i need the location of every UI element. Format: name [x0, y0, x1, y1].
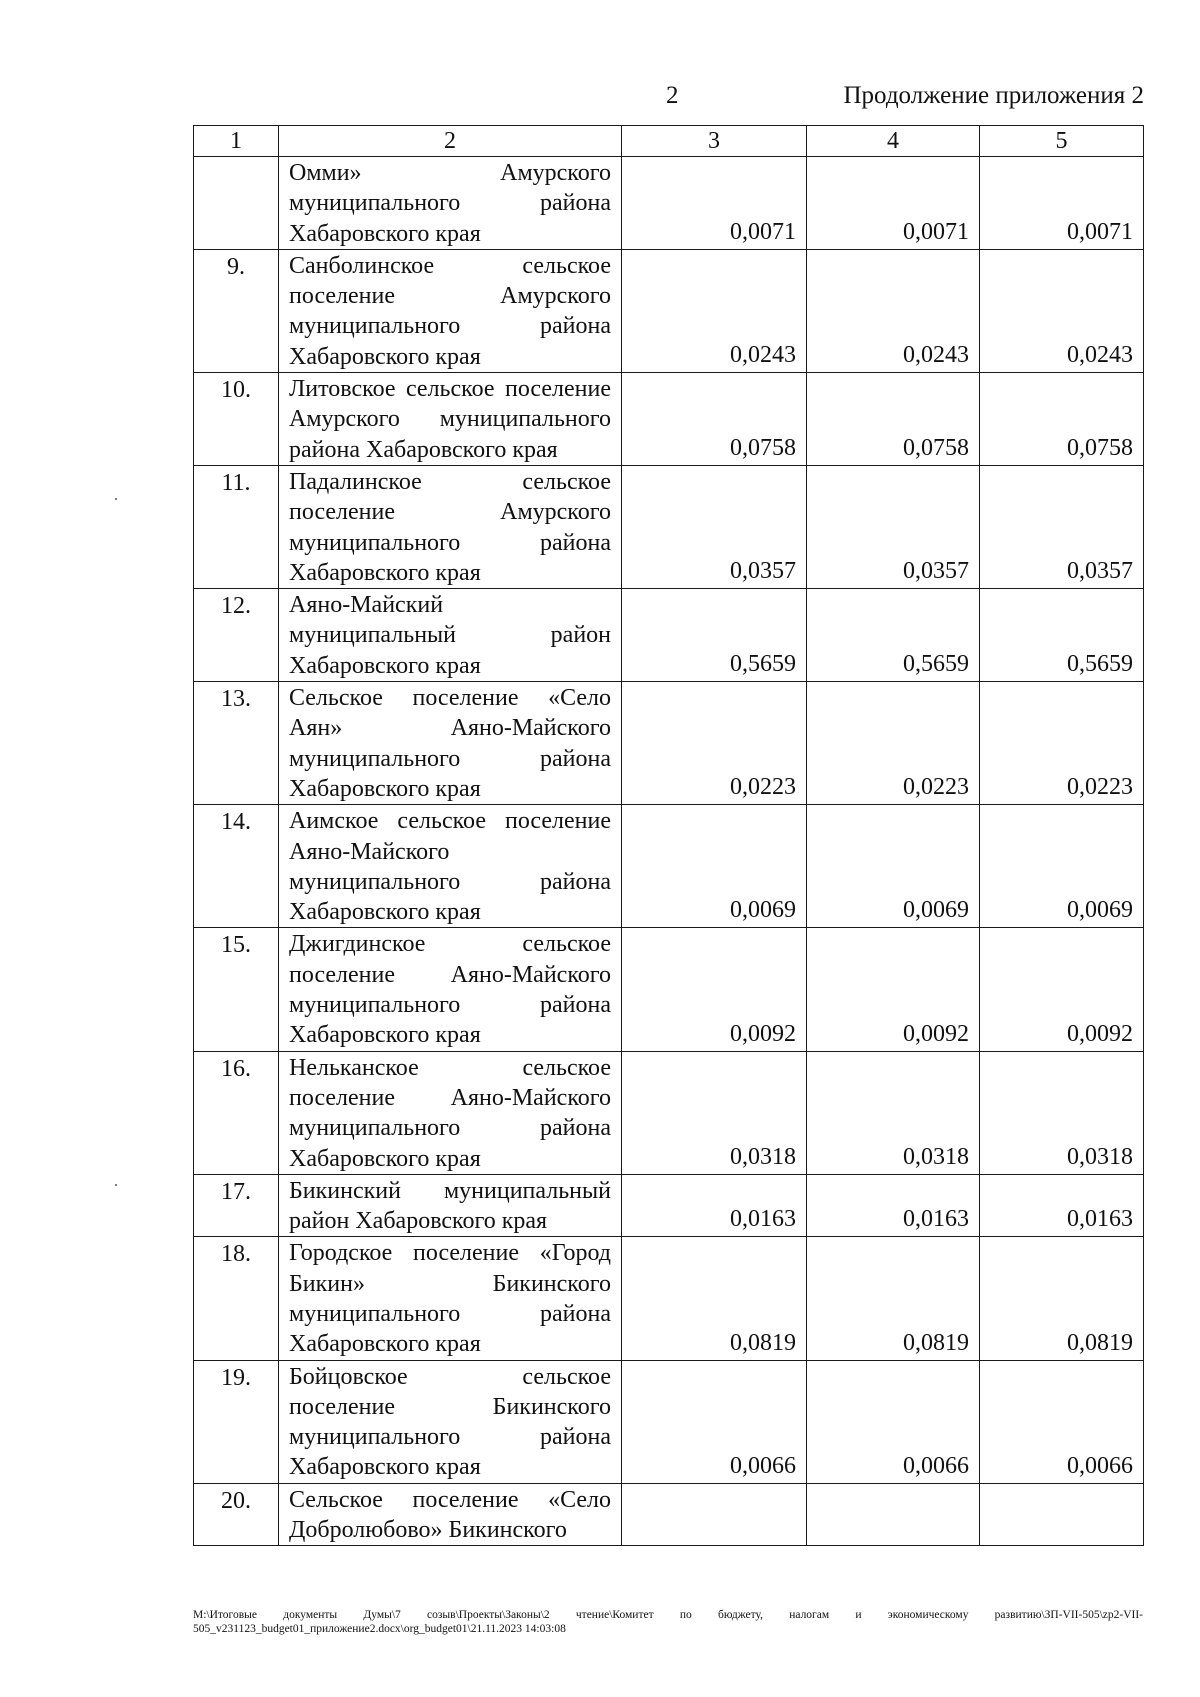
table-row — [194, 1174, 1144, 1237]
municipality-name: Джигдинское сельское поселение Аяно-Майского муниципального района Хабаровского края — [279, 928, 622, 1051]
row-number: 11. — [194, 465, 279, 588]
row-number: 20. — [194, 1483, 279, 1546]
table-row — [194, 1237, 1144, 1360]
table-row — [194, 589, 1144, 682]
column-header: 5 — [980, 126, 1144, 157]
table-row — [194, 465, 1144, 588]
municipality-name: Падалинское сельское поселение Амурского муниципального района Хабаровского края — [279, 465, 622, 588]
continuation-label: Продолжение приложения 2 — [843, 82, 1144, 109]
table-row — [194, 805, 1144, 928]
municipality-name: Бикинский муниципальный район Хабаровского края — [279, 1174, 622, 1237]
municipality-name: Сельское поселение «Село Добролюбово» Бикинского — [279, 1483, 622, 1546]
row-number: 19. — [194, 1360, 279, 1483]
value-col4: 0,0066 — [807, 1360, 980, 1483]
value-col3: 0,0758 — [622, 373, 807, 466]
value-col5 — [980, 1483, 1144, 1546]
value-col5: 0,0223 — [980, 682, 1144, 805]
row-number: 10. — [194, 373, 279, 466]
value-col4: 0,0318 — [807, 1051, 980, 1174]
file-path-footer: M:\Итоговые документы Думы\7 созыв\Проекты\Законы\2 чтение\Комитет по бюджету, налогам и экономическому развитию\ЗП-VII-505\zp2-VII-505_v231123_budget01_приложение2.docx\org_budget01\21.11.2023 14:03:08 — [193, 1609, 1143, 1635]
municipality-name: Литовское сельское поселение Амурского муниципального района Хабаровского края — [279, 373, 622, 466]
municipality-name: Аимское сельское поселение Аяно-Майского муниципального района Хабаровского края — [279, 805, 622, 928]
value-col3: 0,0071 — [622, 157, 807, 250]
column-header: 3 — [622, 126, 807, 157]
value-col4: 0,0071 — [807, 157, 980, 250]
value-col3: 0,0357 — [622, 465, 807, 588]
scan-speck — [115, 1184, 117, 1186]
column-header-row — [194, 126, 1144, 157]
municipality-name: Омми» Амурского муниципального района Хабаровского края — [279, 157, 622, 250]
value-col4: 0,0758 — [807, 373, 980, 466]
table-row — [194, 249, 1144, 372]
column-header: 4 — [807, 126, 980, 157]
row-number: 9. — [194, 249, 279, 372]
value-col4: 0,0243 — [807, 249, 980, 372]
value-col5: 0,0243 — [980, 249, 1144, 372]
value-col5: 0,0318 — [980, 1051, 1144, 1174]
row-number — [194, 157, 279, 250]
column-header: 2 — [279, 126, 622, 157]
table-row — [194, 928, 1144, 1051]
municipality-name: Санболинское сельское поселение Амурского муниципального района Хабаровского края — [279, 249, 622, 372]
budget-table — [193, 125, 1144, 1546]
page-number: 2 — [666, 82, 679, 109]
value-col5: 0,0357 — [980, 465, 1144, 588]
table-row — [194, 157, 1144, 250]
value-col4: 0,0223 — [807, 682, 980, 805]
value-col3: 0,0069 — [622, 805, 807, 928]
table-row — [194, 373, 1144, 466]
value-col4 — [807, 1483, 980, 1546]
value-col5: 0,0163 — [980, 1174, 1144, 1237]
table-row — [194, 1051, 1144, 1174]
value-col5: 0,0069 — [980, 805, 1144, 928]
value-col5: 0,0066 — [980, 1360, 1144, 1483]
row-number: 18. — [194, 1237, 279, 1360]
value-col3: 0,0819 — [622, 1237, 807, 1360]
value-col3: 0,0092 — [622, 928, 807, 1051]
value-col4: 0,0163 — [807, 1174, 980, 1237]
row-number: 12. — [194, 589, 279, 682]
table-row — [194, 1483, 1144, 1546]
value-col4: 0,0357 — [807, 465, 980, 588]
table-row — [194, 1360, 1144, 1483]
value-col3: 0,0318 — [622, 1051, 807, 1174]
municipality-name: Аяно-Майский муниципальный район Хабаровского края — [279, 589, 622, 682]
row-number: 15. — [194, 928, 279, 1051]
value-col4: 0,0069 — [807, 805, 980, 928]
row-number: 13. — [194, 682, 279, 805]
column-header: 1 — [194, 126, 279, 157]
value-col4: 0,0819 — [807, 1237, 980, 1360]
value-col3: 0,0066 — [622, 1360, 807, 1483]
value-col5: 0,0071 — [980, 157, 1144, 250]
value-col4: 0,5659 — [807, 589, 980, 682]
value-col3: 0,0163 — [622, 1174, 807, 1237]
value-col5: 0,0758 — [980, 373, 1144, 466]
municipality-name: Нельканское сельское поселение Аяно-Майского муниципального района Хабаровского края — [279, 1051, 622, 1174]
row-number: 16. — [194, 1051, 279, 1174]
value-col3: 0,5659 — [622, 589, 807, 682]
municipality-name: Городское поселение «Город Бикин» Бикинского муниципального района Хабаровского края — [279, 1237, 622, 1360]
value-col3: 0,0243 — [622, 249, 807, 372]
value-col3 — [622, 1483, 807, 1546]
municipality-name: Сельское поселение «Село Аян» Аяно-Майского муниципального района Хабаровского края — [279, 682, 622, 805]
municipality-name: Бойцовское сельское поселение Бикинского муниципального района Хабаровского края — [279, 1360, 622, 1483]
value-col5: 0,5659 — [980, 589, 1144, 682]
value-col4: 0,0092 — [807, 928, 980, 1051]
table-row — [194, 682, 1144, 805]
row-number: 17. — [194, 1174, 279, 1237]
value-col3: 0,0223 — [622, 682, 807, 805]
row-number: 14. — [194, 805, 279, 928]
value-col5: 0,0092 — [980, 928, 1144, 1051]
scan-speck — [115, 498, 117, 500]
value-col5: 0,0819 — [980, 1237, 1144, 1360]
